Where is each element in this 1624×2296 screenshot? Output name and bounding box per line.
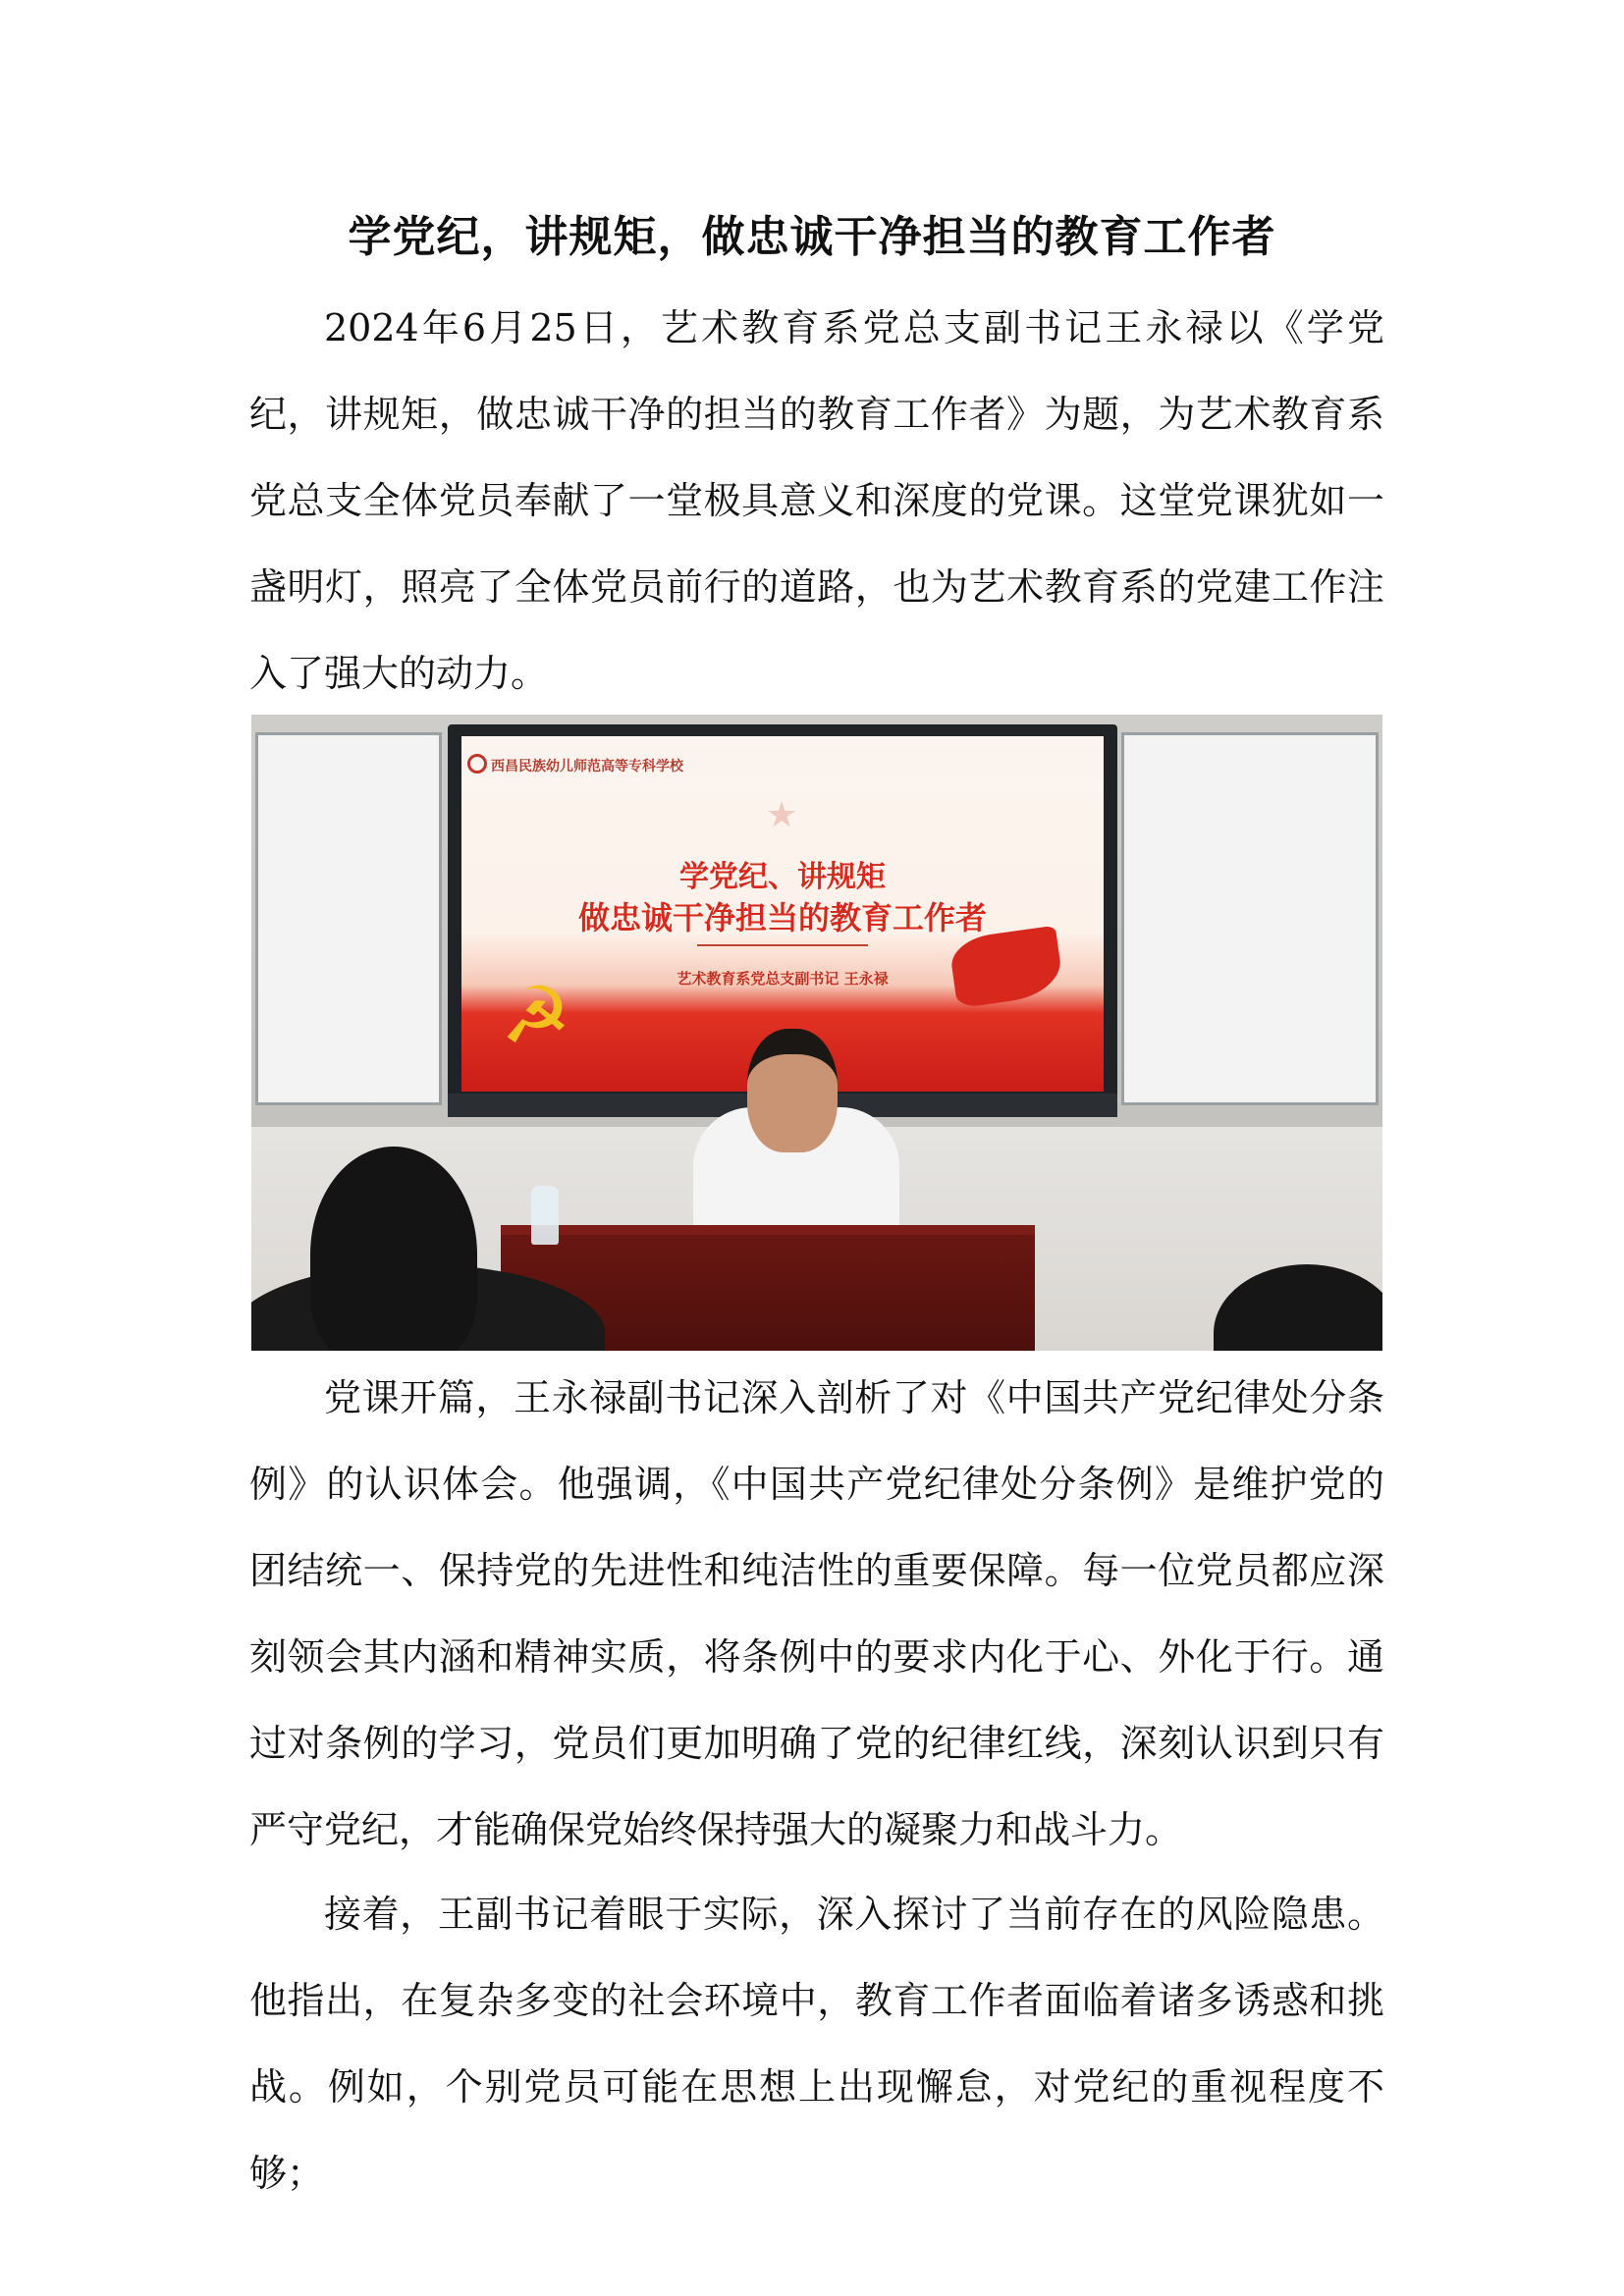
star-icon: ★: [766, 795, 798, 835]
paragraph-risks: 接着，王副书记着眼于实际，深入探讨了当前存在的风险隐患。他指出，在复杂多变的社会环境中，教育工作者面临着诸多诱惑和挑战。例如，个别党员可能在思想上出现懈怠，对党纪的重视程度不够；: [249, 1893, 1384, 2195]
page-title: 学党纪，讲规矩，做忠诚干净担当的教育工作者: [348, 212, 1276, 262]
audience-head-left: [310, 1147, 477, 1351]
slide-school-name: 西昌民族幼儿师范高等专科学校: [491, 759, 683, 774]
school-logo-icon: [467, 754, 487, 774]
lecture-photo: [251, 715, 1382, 1351]
water-bottle: [531, 1186, 559, 1245]
slide-divider: [697, 944, 868, 946]
slide-title-line1: 学党纪、讲规矩: [679, 860, 886, 894]
party-emblem-icon: ☭: [501, 970, 571, 1061]
speaker-head: [747, 1029, 838, 1152]
paragraph-intro: 2024年6月25日，艺术教育系党总支副书记王永禄以《学党纪，讲规矩，做忠诚干净的担当的教育工作者》为题，为艺术教育系党总支全体党员奉献了一堂极具意义和深度的党课。这堂党课犹如一盏明灯，照亮了全体党员前行的道路，也为艺术教育系的党建工作注入了强大的动力。: [249, 306, 1384, 695]
slide-presenter: 艺术教育系党总支副书记 王永禄: [677, 970, 889, 988]
paragraph-opening: 党课开篇，王永禄副书记深入剖析了对《中国共产党纪律处分条例》的认识体会。他强调，《中国共产党纪律处分条例》是维护党的团结统一、保持党的先进性和纯洁性的重要保障。每一位党员都应深刻领会其内涵和精神实质，将条例中的要求内化于心、外化于行。通过对条例的学习，党员们更加明确了党的纪律红线，深刻认识到只有严守党纪，才能确保党始终保持强大的凝聚力和战斗力。: [249, 1376, 1384, 1851]
whiteboard-right: [1121, 732, 1379, 1105]
whiteboard-left: [255, 732, 442, 1105]
slide-title-line2: 做忠诚干净担当的教育工作者: [577, 899, 987, 936]
